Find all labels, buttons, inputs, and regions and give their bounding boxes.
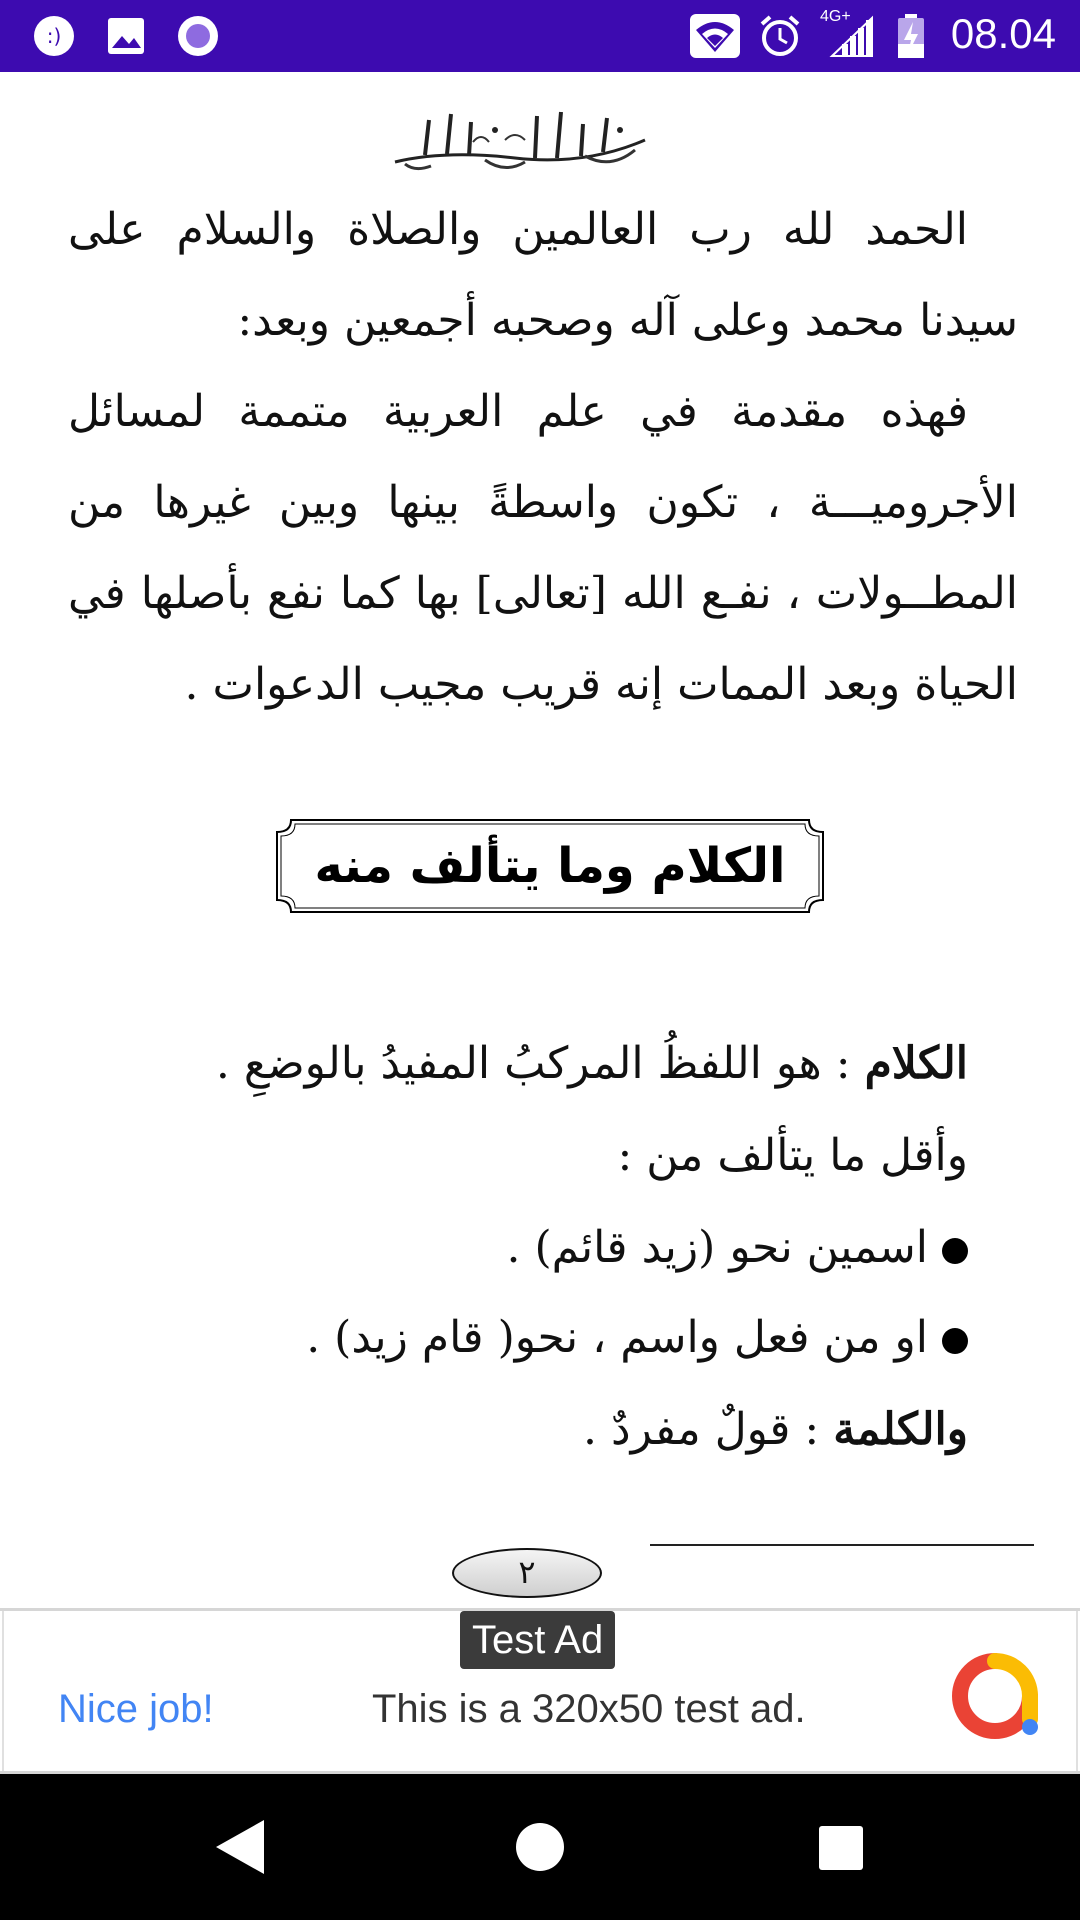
ad-headline[interactable]: Nice job! [58, 1687, 214, 1731]
navigation-bar [0, 1774, 1080, 1920]
ad-label: Test Ad [460, 1611, 615, 1669]
intro-paragraph-1: الحمد لله رب العالمين والصلاة والسلام على سيدنا محمد وعلى آله وصحبه أجمعين وبعد: [68, 204, 1018, 346]
aqall-line: وأقل ما يتألف من : [617, 1130, 968, 1181]
battery-icon [896, 14, 926, 58]
image-icon [104, 14, 148, 58]
status-bar [0, 0, 1080, 72]
footer-divider [650, 1544, 1034, 1546]
messenger-icon [32, 14, 76, 58]
bullet-text: اسمين نحو (زيد قائم) . [506, 1222, 928, 1273]
bullet-dot [942, 1238, 968, 1264]
status-time: 08.04 [950, 10, 1056, 57]
page-number: ٢ [452, 1548, 602, 1598]
back-icon[interactable] [206, 1814, 272, 1880]
bullet-dot [942, 1328, 968, 1354]
bullet-text: او من فعل واسم ، نحو( قام زيد) . [306, 1312, 928, 1363]
chapter-heading-box [275, 818, 825, 914]
wifi-icon [690, 14, 740, 58]
ad-body[interactable]: This is a 320x50 test ad. [372, 1687, 806, 1731]
kalam-definition [216, 1038, 968, 1089]
record-icon [176, 14, 220, 58]
recents-icon[interactable] [807, 1814, 873, 1880]
ad-banner[interactable] [0, 1608, 1080, 1774]
kalima-def-text: : قولٌ مفردٌ . [583, 1404, 834, 1455]
kalam-def-text: : هو اللفظُ المركبُ المفيدُ بالوضعِ . [215, 1038, 865, 1089]
kalima-term: والكلمة [833, 1404, 968, 1455]
admob-logo-icon[interactable] [950, 1651, 1040, 1741]
bullet-item-1 [506, 1222, 968, 1273]
kalima-definition [583, 1404, 968, 1455]
home-icon[interactable] [507, 1814, 573, 1880]
intro-paragraph-2: فهذه مقدمة في علم العربية متممة لمسائل الأجروميـــة ، تكون واسطةً بينها وبين غيرها من المطــولات ، نفـع الله [تعالى] بها كما نفع بأصلها في الحياة وبعد الممات إنه قريب مجيب الدعوات . [68, 386, 1018, 710]
svg-text::): :) [46, 24, 62, 48]
alarm-icon [758, 14, 802, 58]
book-page [0, 72, 1080, 1608]
kalam-term: الكلام [864, 1038, 968, 1089]
signal-icon [828, 14, 876, 58]
chapter-title: الكلام وما يتألف منه [314, 838, 786, 894]
bullet-item-2 [306, 1312, 968, 1363]
network-type-label: 4G+ [820, 8, 851, 25]
bismillah-calligraphy [385, 100, 655, 180]
